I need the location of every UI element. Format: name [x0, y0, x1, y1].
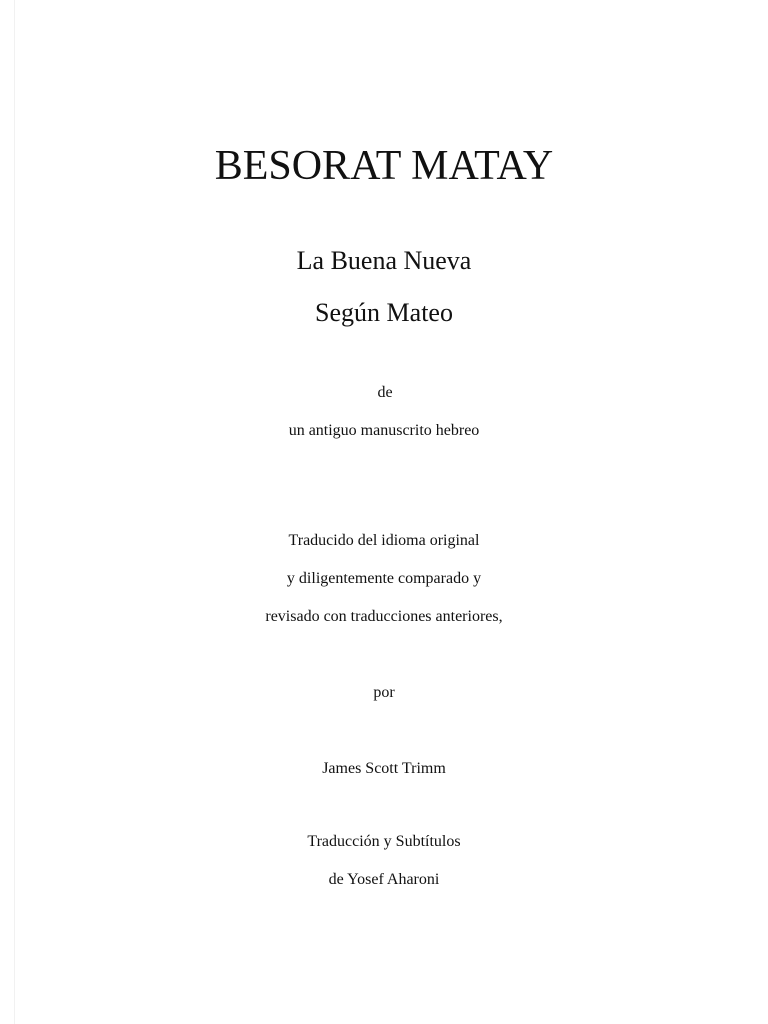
- subtitle-line-1: La Buena Nueva: [296, 246, 472, 275]
- document-title: BESORAT MATAY: [214, 143, 554, 189]
- credits-line-2: de Yosef Aharoni: [328, 871, 440, 888]
- source-line: un antiguo manuscrito hebreo: [288, 422, 480, 439]
- subtitle-line-2: Según Mateo: [315, 298, 453, 327]
- translation-note-line-3: revisado con traducciones anteriores,: [265, 608, 503, 625]
- translation-note-line-1: Traducido del idioma original: [288, 532, 480, 549]
- author-name: James Scott Trimm: [322, 760, 446, 777]
- by-word: por: [373, 684, 395, 701]
- translation-note-line-2: y diligentemente comparado y: [286, 570, 482, 587]
- credits-line-1: Traducción y Subtítulos: [307, 833, 461, 850]
- from-word: de: [377, 384, 393, 401]
